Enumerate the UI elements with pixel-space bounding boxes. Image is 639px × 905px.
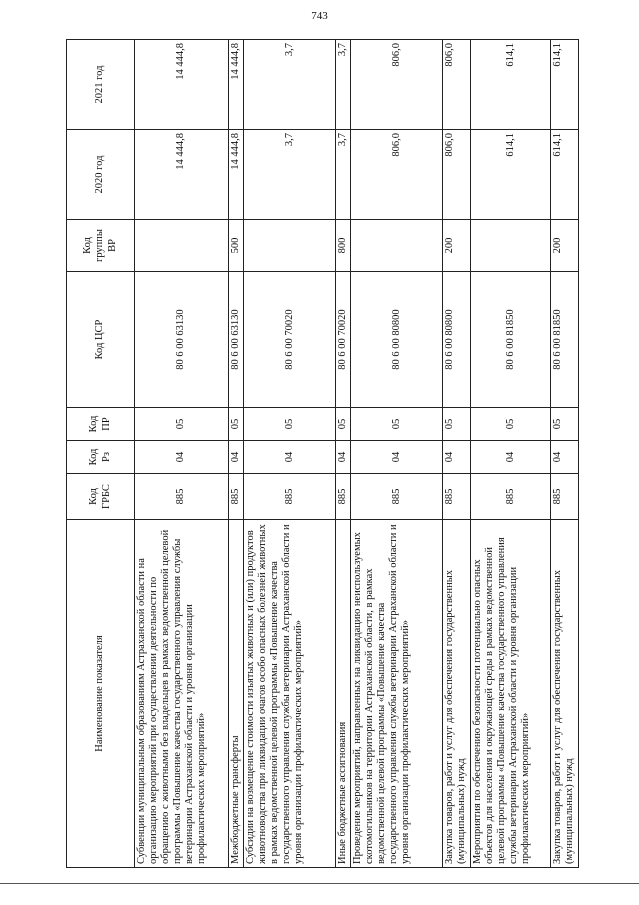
cell-y2021: 806,0 xyxy=(351,40,443,130)
cell-pr: 05 xyxy=(229,408,244,441)
cell-vr xyxy=(135,220,229,272)
cell-grbs: 885 xyxy=(244,474,336,520)
header-2020: 2020 год xyxy=(67,130,135,220)
cell-name: Мероприятия по обеспечению безопасности потенциально опасных объектов для населения и окружающей среды в рамках ведомственной целевой программы «Повышение качества государственного управления службы ветеринарии Астраханской области и уровня организации профилактических мероприятий» xyxy=(471,520,551,868)
cell-csr: 80 6 00 63130 xyxy=(229,272,244,408)
cell-name: Закупка товаров, работ и услуг для обеспечения государственных (муниципальных) нужд xyxy=(551,520,579,868)
cell-name: Закупка товаров, работ и услуг для обеспечения государственных (муниципальных) нужд xyxy=(443,520,471,868)
table-row xyxy=(135,40,229,868)
cell-pr: 05 xyxy=(336,408,351,441)
header-grbs: Код ГРБС xyxy=(67,474,135,520)
cell-y2020: 14 444,8 xyxy=(135,130,229,220)
cell-grbs: 885 xyxy=(443,474,471,520)
cell-y2020: 806,0 xyxy=(443,130,471,220)
cell-grbs: 885 xyxy=(551,474,579,520)
table-row xyxy=(443,40,471,868)
cell-name: Межбюджетные трансферты xyxy=(229,520,244,868)
cell-vr xyxy=(471,220,551,272)
cell-vr: 800 xyxy=(336,220,351,272)
cell-y2020: 3,7 xyxy=(336,130,351,220)
table-row xyxy=(244,40,336,868)
cell-rz: 04 xyxy=(135,441,229,474)
cell-csr: 80 6 00 81850 xyxy=(551,272,579,408)
cell-grbs: 885 xyxy=(229,474,244,520)
cell-name: Проведение мероприятий, направленных на ликвидацию неиспользуемых скотомогильников на территории Астраханской области, в рамках ведомственной целевой программы «Повышение качества государственного управления службы ветеринарии Астраханской области и уровня организации профилактических мероприятий» xyxy=(351,520,443,868)
cell-pr: 05 xyxy=(135,408,229,441)
cell-rz: 04 xyxy=(229,441,244,474)
cell-csr: 80 6 00 81850 xyxy=(471,272,551,408)
cell-y2020: 806,0 xyxy=(351,130,443,220)
cell-vr: 200 xyxy=(551,220,579,272)
cell-csr: 80 6 00 80800 xyxy=(351,272,443,408)
cell-y2021: 3,7 xyxy=(336,40,351,130)
cell-csr: 80 6 00 70020 xyxy=(244,272,336,408)
cell-y2021: 14 444,8 xyxy=(135,40,229,130)
cell-csr: 80 6 00 70020 xyxy=(336,272,351,408)
page-number: 743 xyxy=(311,10,328,22)
table-header-row xyxy=(67,40,135,868)
cell-grbs: 885 xyxy=(336,474,351,520)
cell-vr xyxy=(244,220,336,272)
cell-pr: 05 xyxy=(351,408,443,441)
header-2021: 2021 год xyxy=(67,40,135,130)
cell-y2021: 614,1 xyxy=(471,40,551,130)
cell-csr: 80 6 00 63130 xyxy=(135,272,229,408)
cell-y2020: 14 444,8 xyxy=(229,130,244,220)
rotated-page-content xyxy=(66,40,576,868)
table-row xyxy=(229,40,244,868)
header-csr: Код ЦСР xyxy=(67,272,135,408)
cell-name: Субсидии на возмещение стоимости изъятых животных и (или) продуктов животноводства при ликвидации очагов особо опасных болезней животных в рамках ведомственной целевой программы «Повышение качества государственного управления службы ветеринарии Астраханской области и уровня организации профилактических мероприятий» xyxy=(244,520,336,868)
cell-y2021: 3,7 xyxy=(244,40,336,130)
header-rz: Код Рз xyxy=(67,441,135,474)
cell-y2020: 3,7 xyxy=(244,130,336,220)
cell-rz: 04 xyxy=(551,441,579,474)
cell-y2020: 614,1 xyxy=(551,130,579,220)
rotated-table-container xyxy=(66,40,576,868)
cell-rz: 04 xyxy=(244,441,336,474)
table-row xyxy=(351,40,443,868)
cell-pr: 05 xyxy=(244,408,336,441)
cell-grbs: 885 xyxy=(135,474,229,520)
cell-y2021: 614,1 xyxy=(551,40,579,130)
cell-vr: 200 xyxy=(443,220,471,272)
table-row xyxy=(471,40,551,868)
cell-y2021: 14 444,8 xyxy=(229,40,244,130)
cell-vr xyxy=(351,220,443,272)
cell-name: Субвенции муниципальным образованиям Астраханской области на организацию мероприятий при осуществлении деятельности по обращению с животными без владельцев в рамках ведомственной целевой программы «Повышение качества государственного управления службы ветеринарии Астраханской области и уровня организации профилактических мероприятий» xyxy=(135,520,229,868)
cell-rz: 04 xyxy=(351,441,443,474)
cell-pr: 05 xyxy=(443,408,471,441)
header-name: Наименование показателя xyxy=(67,520,135,868)
cell-name: Иные бюджетные ассигнования xyxy=(336,520,351,868)
table-row xyxy=(336,40,351,868)
header-vr: Код группы ВР xyxy=(67,220,135,272)
cell-rz: 04 xyxy=(471,441,551,474)
cell-y2021: 806,0 xyxy=(443,40,471,130)
cell-y2020: 614,1 xyxy=(471,130,551,220)
header-pr: Код ПР xyxy=(67,408,135,441)
cell-pr: 05 xyxy=(551,408,579,441)
cell-rz: 04 xyxy=(336,441,351,474)
cell-grbs: 885 xyxy=(471,474,551,520)
table-row xyxy=(551,40,579,868)
cell-rz: 04 xyxy=(443,441,471,474)
cell-grbs: 885 xyxy=(351,474,443,520)
cell-vr: 500 xyxy=(229,220,244,272)
table-body xyxy=(135,40,579,868)
scan-edge-line xyxy=(0,883,639,884)
budget-table xyxy=(66,39,579,868)
cell-csr: 80 6 00 80800 xyxy=(443,272,471,408)
cell-pr: 05 xyxy=(471,408,551,441)
